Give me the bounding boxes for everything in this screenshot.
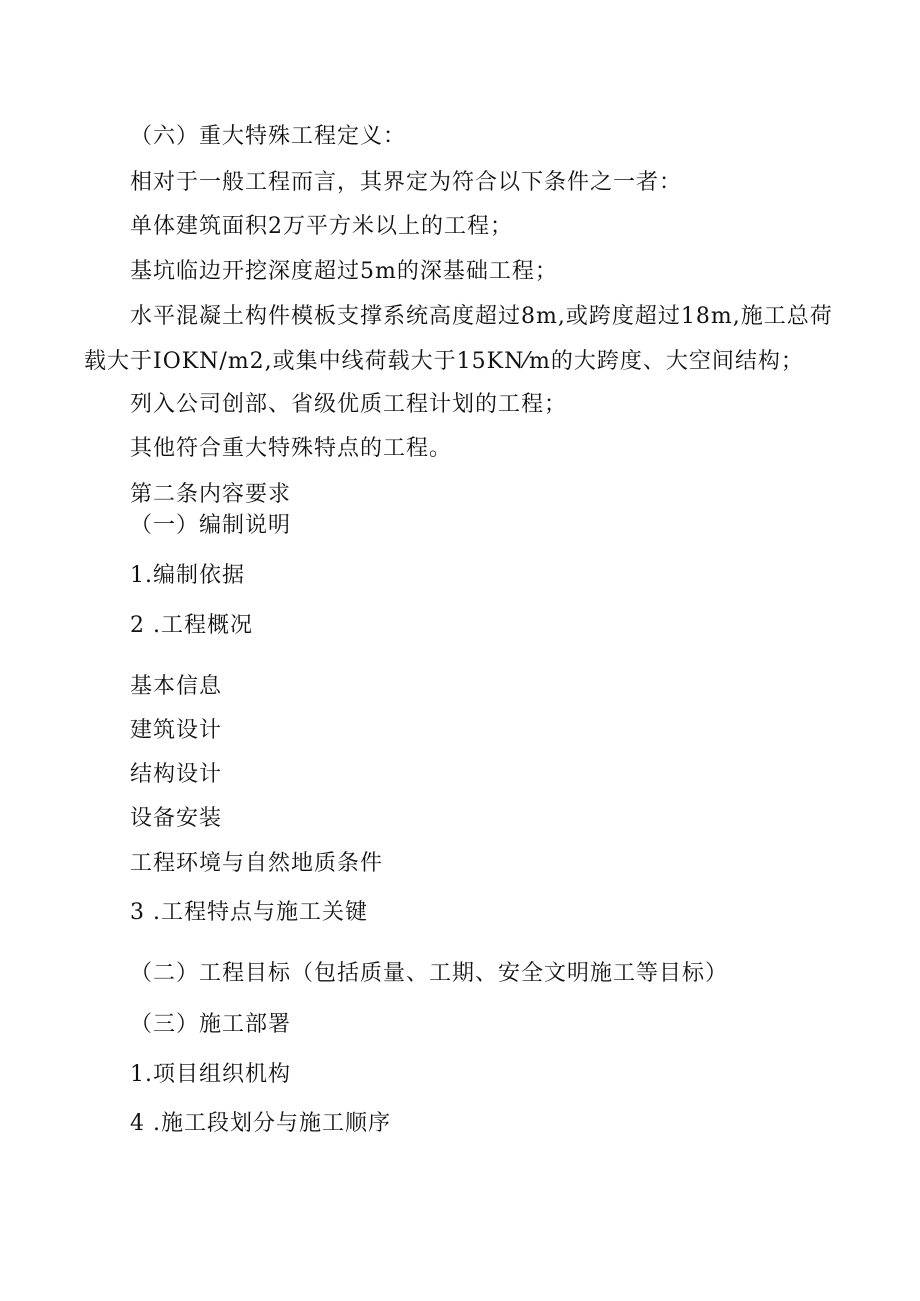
item-construction-sequence: 4 .施工段划分与施工顺序 — [130, 1111, 391, 1136]
condition-area: 单体建筑面积2万平方米以上的工程； — [130, 214, 513, 239]
item-features: 3 .工程特点与施工关键 — [130, 900, 368, 925]
section-three-heading: （三）施工部署 — [130, 1012, 292, 1037]
subitem-basic-info: 基本信息 — [130, 674, 223, 699]
condition-formwork-line2: 载大于IOKN/m2,或集中线荷载大于15KN⁄m的大跨度、大空间结构； — [84, 349, 804, 374]
item-organization: 1.项目组织机构 — [130, 1062, 291, 1087]
item-overview: 2 .工程概况 — [130, 613, 253, 638]
article-two-heading: 第二条内容要求 — [130, 482, 292, 507]
subitem-environment: 工程环境与自然地质条件 — [130, 851, 384, 876]
section-six-heading: （六）重大特殊工程定义： — [130, 124, 407, 149]
condition-other: 其他符合重大特殊特点的工程。 — [130, 436, 453, 461]
definition-intro: 相对于一般工程而言，其界定为符合以下条件之一者： — [130, 170, 683, 195]
section-two-heading: （二）工程目标（包括质量、工期、安全文明施工等目标） — [130, 961, 729, 986]
subitem-equipment: 设备安装 — [130, 806, 223, 831]
subitem-structure: 结构设计 — [130, 762, 223, 787]
section-one-heading: （一）编制说明 — [130, 513, 292, 538]
subitem-architecture: 建筑设计 — [130, 718, 223, 743]
condition-excavation: 基坑临边开挖深度超过5m的深基础工程； — [130, 259, 558, 284]
condition-quality-plan: 列入公司创部、省级优质工程计划的工程； — [130, 392, 568, 417]
condition-formwork-line1: 水平混凝土构件模板支撑系统高度超过8m,或跨度超过18m,施工总荷 — [130, 304, 833, 329]
item-basis: 1.编制依据 — [130, 563, 245, 588]
